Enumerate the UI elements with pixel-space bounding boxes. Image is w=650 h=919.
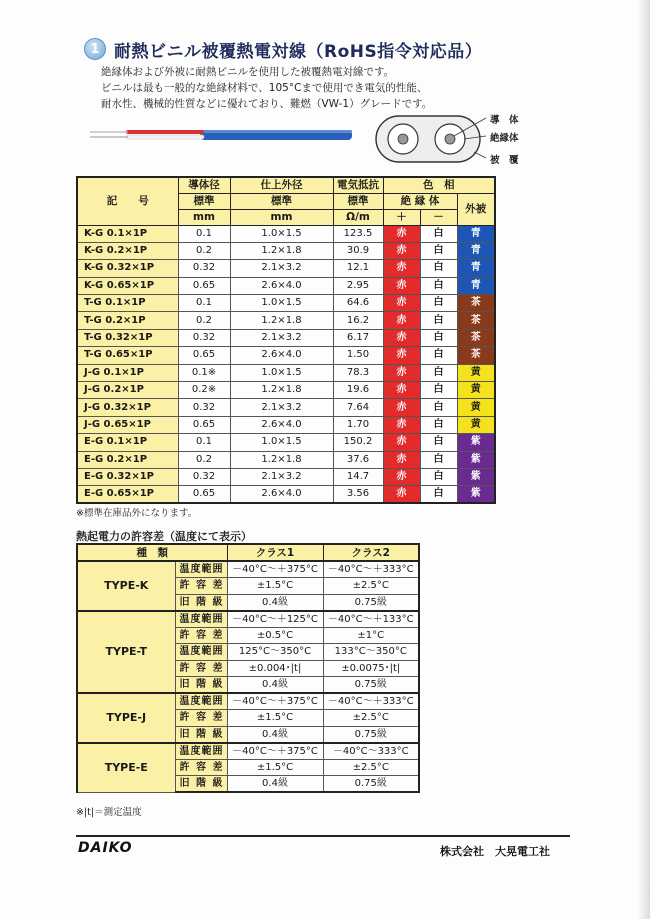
cell-jacket: 黄 [457, 382, 495, 399]
cell-outer-diameter: 2.6×4.0 [230, 486, 333, 504]
table-row [77, 611, 419, 628]
cell-outer-diameter: 1.2×1.8 [230, 242, 333, 259]
cell-outer-diameter: 2.6×4.0 [230, 277, 333, 294]
cell-class1: 0.4級 [227, 726, 323, 743]
cell-insulation-minus: 白 [420, 468, 457, 485]
cell-insulation-minus: 白 [420, 347, 457, 364]
cell-diameter: 0.32 [178, 468, 230, 485]
company-logo: DAIKO [78, 840, 133, 856]
cell-type: TYPE-T [77, 611, 175, 694]
cell-item: 許容差 [175, 627, 227, 644]
cell-code: E-G 0.2×1P [77, 451, 178, 468]
page-edge-shadow [636, 0, 650, 919]
cell-jacket: 茶 [457, 295, 495, 312]
cell-code: T-G 0.32×1P [77, 329, 178, 346]
cell-outer-diameter: 2.1×3.2 [230, 329, 333, 346]
table-row [77, 242, 495, 259]
col-header-resistance-unit: Ω/m [333, 209, 383, 225]
cell-insulation-minus: 白 [420, 416, 457, 433]
cell-jacket: 紫 [457, 468, 495, 485]
cell-jacket: 黄 [457, 399, 495, 416]
cell-diameter: 0.32 [178, 399, 230, 416]
col-header-plus: ＋ [383, 209, 420, 225]
cell-insulation-minus: 白 [420, 451, 457, 468]
cell-item: 温度範囲 [175, 693, 227, 710]
label-insulator: 絶縁体 [490, 133, 519, 144]
cell-insulation-minus: 白 [420, 260, 457, 277]
table-row [77, 225, 495, 242]
cell-resistance: 78.3 [333, 364, 383, 381]
cell-class1: ±1.5°C [227, 578, 323, 595]
table-row [77, 382, 495, 399]
section-number-badge: 1 [84, 38, 106, 60]
tol-header-type: 種 類 [77, 544, 227, 561]
cell-jacket: 紫 [457, 434, 495, 451]
cell-resistance: 30.9 [333, 242, 383, 259]
table-row [77, 364, 495, 381]
description-line-1: 絶縁体および外被に耐熱ビニルを使用した被覆熱電対線です。 [101, 66, 395, 78]
table-row [77, 486, 495, 504]
cell-resistance: 7.64 [333, 399, 383, 416]
table-row [77, 277, 495, 294]
table-row [77, 347, 495, 364]
cell-jacket: 紫 [457, 486, 495, 504]
cell-code: J-G 0.32×1P [77, 399, 178, 416]
cell-resistance: 14.7 [333, 468, 383, 485]
cell-jacket: 茶 [457, 312, 495, 329]
cell-jacket: 紫 [457, 451, 495, 468]
cell-outer-diameter: 1.2×1.8 [230, 312, 333, 329]
cell-insulation-minus: 白 [420, 295, 457, 312]
cell-class2: ±2.5°C [323, 578, 419, 595]
cell-class2: －40°C～＋133°C [323, 611, 419, 628]
col-header-diameter-std: 標準 [178, 193, 230, 209]
cell-code: E-G 0.65×1P [77, 486, 178, 504]
cell-resistance: 6.17 [333, 329, 383, 346]
tolerance-table [76, 543, 420, 793]
cell-item: 許容差 [175, 578, 227, 595]
description-line-3: 耐水性、機械的性質などに優れており、難燃（VW-1）グレードです。 [101, 98, 433, 110]
cell-insulation-plus: 赤 [383, 312, 420, 329]
tol-header-class1: クラス1 [227, 544, 323, 561]
cell-insulation-plus: 赤 [383, 277, 420, 294]
spec-table-body [77, 225, 495, 503]
table-row [77, 295, 495, 312]
cell-code: J-G 0.2×1P [77, 382, 178, 399]
footer-rule [76, 835, 570, 837]
cell-outer-diameter: 1.0×1.5 [230, 434, 333, 451]
cell-outer-diameter: 1.0×1.5 [230, 225, 333, 242]
page-title: 耐熱ビニル被覆熱電対線（RoHS指令対応品） [114, 41, 483, 62]
cell-diameter: 0.1※ [178, 364, 230, 381]
wire-photo [82, 118, 352, 154]
cell-outer-diameter: 2.1×3.2 [230, 260, 333, 277]
cell-code: K-G 0.65×1P [77, 277, 178, 294]
description-line-2: ビニルは最も一般的な絶縁材料で、105°Cまで使用でき電気的性能、 [101, 82, 428, 94]
cell-resistance: 2.95 [333, 277, 383, 294]
cell-diameter: 0.65 [178, 486, 230, 504]
cell-insulation-minus: 白 [420, 486, 457, 504]
cell-outer-diameter: 2.6×4.0 [230, 347, 333, 364]
cell-class1: －40°C～＋375°C [227, 561, 323, 578]
cell-jacket: 黄 [457, 364, 495, 381]
cell-insulation-minus: 白 [420, 399, 457, 416]
cell-insulation-plus: 赤 [383, 242, 420, 259]
cell-class1: ±1.5°C [227, 759, 323, 776]
cell-code: K-G 0.2×1P [77, 242, 178, 259]
cell-type: TYPE-K [77, 561, 175, 611]
cell-code: J-G 0.1×1P [77, 364, 178, 381]
cell-resistance: 19.6 [333, 382, 383, 399]
cell-class1: 125°C～350°C [227, 644, 323, 661]
cell-resistance: 123.5 [333, 225, 383, 242]
table-row [77, 693, 419, 710]
cell-outer-diameter: 2.1×3.2 [230, 399, 333, 416]
cell-class2: －40°C～＋333°C [323, 561, 419, 578]
cell-insulation-minus: 白 [420, 329, 457, 346]
cell-class1: －40°C～＋125°C [227, 611, 323, 628]
cell-insulation-plus: 赤 [383, 451, 420, 468]
cell-code: K-G 0.32×1P [77, 260, 178, 277]
table-row [77, 399, 495, 416]
cell-item: 旧階級 [175, 677, 227, 694]
cell-code: T-G 0.2×1P [77, 312, 178, 329]
cell-item: 許容差 [175, 710, 227, 727]
cell-resistance: 1.50 [333, 347, 383, 364]
cell-insulation-plus: 赤 [383, 416, 420, 433]
cell-class1: 0.4級 [227, 594, 323, 611]
cell-resistance: 3.56 [333, 486, 383, 504]
cell-insulation-plus: 赤 [383, 329, 420, 346]
col-header-resistance-std: 標準 [333, 193, 383, 209]
cell-code: J-G 0.65×1P [77, 416, 178, 433]
cell-diameter: 0.1 [178, 225, 230, 242]
col-header-insulation: 絶 縁 体 [383, 193, 457, 209]
cell-class1: 0.4級 [227, 776, 323, 793]
cell-item: 許容差 [175, 759, 227, 776]
cell-insulation-plus: 赤 [383, 434, 420, 451]
cell-jacket: 茶 [457, 347, 495, 364]
col-header-code: 記 号 [77, 177, 178, 225]
table-row [77, 416, 495, 433]
cell-insulation-plus: 赤 [383, 486, 420, 504]
cell-class1: 0.4級 [227, 677, 323, 694]
label-conductor: 導 体 [490, 115, 519, 126]
company-name: 株式会社 大晃電工社 [440, 845, 550, 858]
cell-diameter: 0.1 [178, 295, 230, 312]
col-header-color: 色 相 [383, 177, 495, 193]
cell-item: 許容差 [175, 660, 227, 677]
cell-outer-diameter: 2.6×4.0 [230, 416, 333, 433]
cell-class2: －40°C～333°C [323, 743, 419, 760]
cell-diameter: 0.32 [178, 329, 230, 346]
table-row [77, 312, 495, 329]
cell-diameter: 0.1 [178, 434, 230, 451]
col-header-outer: 仕上外径 [230, 177, 333, 193]
section-title-row [84, 36, 482, 62]
table-row [77, 468, 495, 485]
cell-class2: ±2.5°C [323, 710, 419, 727]
cell-outer-diameter: 1.2×1.8 [230, 451, 333, 468]
cell-outer-diameter: 1.0×1.5 [230, 364, 333, 381]
cell-diameter: 0.65 [178, 416, 230, 433]
cell-item: 温度範囲 [175, 644, 227, 661]
col-header-outer-unit: mm [230, 209, 333, 225]
cell-insulation-plus: 赤 [383, 260, 420, 277]
cell-diameter: 0.2 [178, 242, 230, 259]
cell-jacket: 青 [457, 242, 495, 259]
cell-insulation-minus: 白 [420, 434, 457, 451]
cell-class1: ±0.5°C [227, 627, 323, 644]
cell-insulation-plus: 赤 [383, 468, 420, 485]
cell-code: T-G 0.65×1P [77, 347, 178, 364]
cell-insulation-minus: 白 [420, 242, 457, 259]
cell-insulation-plus: 赤 [383, 347, 420, 364]
cell-code: E-G 0.1×1P [77, 434, 178, 451]
cell-class2: 0.75級 [323, 677, 419, 694]
cell-class2: ±1°C [323, 627, 419, 644]
cell-class2: ±2.5°C [323, 759, 419, 776]
cell-class2: 0.75級 [323, 594, 419, 611]
cell-class1: ±1.5°C [227, 710, 323, 727]
cell-insulation-minus: 白 [420, 312, 457, 329]
cell-item: 温度範囲 [175, 743, 227, 760]
cell-insulation-minus: 白 [420, 277, 457, 294]
table-row [77, 260, 495, 277]
tol-header-class2: クラス2 [323, 544, 419, 561]
cell-item: 温度範囲 [175, 561, 227, 578]
cell-item: 旧階級 [175, 726, 227, 743]
cell-insulation-minus: 白 [420, 382, 457, 399]
cell-jacket: 青 [457, 260, 495, 277]
cell-item: 旧階級 [175, 594, 227, 611]
cell-resistance: 64.6 [333, 295, 383, 312]
cell-class2: －40°C～＋333°C [323, 693, 419, 710]
cell-resistance: 1.70 [333, 416, 383, 433]
cell-type: TYPE-E [77, 743, 175, 793]
cell-outer-diameter: 2.1×3.2 [230, 468, 333, 485]
cell-resistance: 12.1 [333, 260, 383, 277]
cell-diameter: 0.2※ [178, 382, 230, 399]
col-header-jacket: 外被 [457, 193, 495, 225]
cell-insulation-minus: 白 [420, 364, 457, 381]
col-header-resistance: 電気抵抗 [333, 177, 383, 193]
cell-diameter: 0.2 [178, 312, 230, 329]
cell-outer-diameter: 1.0×1.5 [230, 295, 333, 312]
cell-jacket: 青 [457, 277, 495, 294]
table-row [77, 451, 495, 468]
cell-resistance: 150.2 [333, 434, 383, 451]
cell-insulation-plus: 赤 [383, 364, 420, 381]
cell-resistance: 37.6 [333, 451, 383, 468]
cell-code: E-G 0.32×1P [77, 468, 178, 485]
col-header-minus: － [420, 209, 457, 225]
cable-cross-section-diagram [372, 108, 572, 170]
cell-diameter: 0.65 [178, 277, 230, 294]
spec-table [76, 176, 496, 504]
table-row [77, 743, 419, 760]
cell-jacket: 茶 [457, 329, 495, 346]
cell-item: 温度範囲 [175, 611, 227, 628]
cell-class2: 0.75級 [323, 776, 419, 793]
cell-diameter: 0.32 [178, 260, 230, 277]
cell-type: TYPE-J [77, 693, 175, 743]
col-header-diameter: 導体径 [178, 177, 230, 193]
cell-code: T-G 0.1×1P [77, 295, 178, 312]
tolerance-footnote: ※|t|＝測定温度 [76, 807, 142, 818]
table-row [77, 434, 495, 451]
cell-insulation-minus: 白 [420, 225, 457, 242]
cell-jacket: 黄 [457, 416, 495, 433]
spec-footnote: ※標準在庫品外になります。 [76, 508, 198, 519]
col-header-outer-std: 標準 [230, 193, 333, 209]
tolerance-table-body [77, 561, 419, 792]
cell-item: 旧階級 [175, 776, 227, 793]
table-row [77, 329, 495, 346]
cell-insulation-plus: 赤 [383, 295, 420, 312]
cell-insulation-plus: 赤 [383, 399, 420, 416]
table-row [77, 561, 419, 578]
cell-class2: 133°C～350°C [323, 644, 419, 661]
cell-jacket: 青 [457, 225, 495, 242]
cell-diameter: 0.2 [178, 451, 230, 468]
cell-insulation-plus: 赤 [383, 382, 420, 399]
cell-code: K-G 0.1×1P [77, 225, 178, 242]
tolerance-title: 熱起電力の許容差（温度にて表示） [76, 530, 252, 543]
cell-class2: 0.75級 [323, 726, 419, 743]
cell-class1: －40°C～＋375°C [227, 743, 323, 760]
cell-class1: ±0.004･|t| [227, 660, 323, 677]
cell-outer-diameter: 1.2×1.8 [230, 382, 333, 399]
cell-diameter: 0.65 [178, 347, 230, 364]
cell-class1: －40°C～＋375°C [227, 693, 323, 710]
cell-class2: ±0.0075･|t| [323, 660, 419, 677]
label-sheath: 被 覆 [490, 155, 519, 166]
cell-insulation-plus: 赤 [383, 225, 420, 242]
cell-resistance: 16.2 [333, 312, 383, 329]
col-header-diameter-unit: mm [178, 209, 230, 225]
